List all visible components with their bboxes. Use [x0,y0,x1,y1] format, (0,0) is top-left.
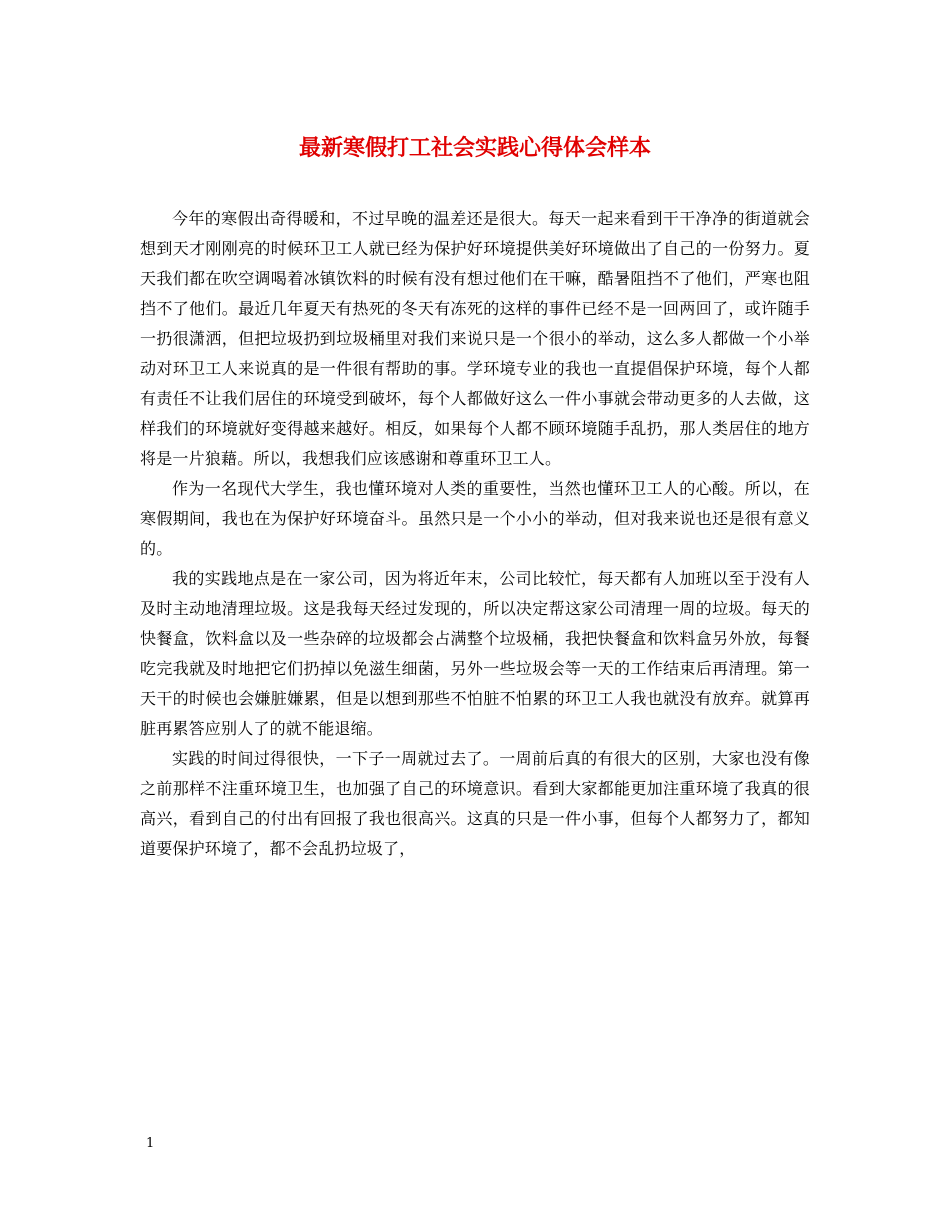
paragraph-2: 作为一名现代大学生，我也懂环境对人类的重要性，当然也懂环卫工人的心酸。所以，在寒假期间，我也在为保护好环境奋斗。虽然只是一个小小的举动，但对我来说也还是很有意义的。 [140,479,810,558]
document-body [140,204,810,864]
paragraph-3: 我的实践地点是在一家公司，因为将近年末，公司比较忙，每天都有人加班以至于没有人及时主动地清理垃圾。这是我每天经过发现的，所以决定帮这家公司清理一周的垃圾。每天的快餐盒，饮料盒以及一些杂碎的垃圾都会占满整个垃圾桶，我把快餐盒和饮料盒另外放，每餐吃完我就及时地把它们扔掉以免滋生细菌，另外一些垃圾会等一天的工作结束后再清理。第一天干的时候也会嫌脏嫌累，但是以想到那些不怕脏不怕累的环卫工人我也就没有放弃。就算再脏再累答应别人了的就不能退缩。 [140,569,810,738]
page-number: 1 [146,1136,155,1151]
paragraph-1: 今年的寒假出奇得暖和，不过早晚的温差还是很大。每天一起来看到干干净净的街道就会想到天才刚刚亮的时候环卫工人就已经为保护好环境提供美好环境做出了自己的一份努力。夏天我们都在吹空调喝着冰镇饮料的时候有没有想过他们在干嘛，酷暑阻挡不了他们，严寒也阻挡不了他们。最近几年夏天有热死的冬天有冻死的这样的事件已经不是一回两回了，或许随手一扔很潇洒，但把垃圾扔到垃圾桶里对我们来说只是一个很小的举动，这么多人都做一个小举动对环卫工人来说真的是一件很有帮助的事。学环境专业的我也一直提倡保护环境，每个人都有责任不让我们居住的环境受到破坏，每个人都做好这么一件小事就会带动更多的人去做，这样我们的环境就好变得越来越好。相反，如果每个人都不顾环境随手乱扔，那人类居住的地方将是一片狼藉。所以，我想我们应该感谢和尊重环卫工人。 [140,209,810,468]
paragraph-4: 实践的时间过得很快，一下子一周就过去了。一周前后真的有很大的区别，大家也没有像之前那样不注重环境卫生，也加强了自己的环境意识。看到大家都能更加注重环境了我真的很高兴，看到自己的付出有回报了我也很高兴。这真的只是一件小事，但每个人都努力了，都知道要保护环境了，都不会乱扔垃圾了， [140,749,810,858]
document-title: 最新寒假打工社会实践心得体会样本 [298,135,651,161]
